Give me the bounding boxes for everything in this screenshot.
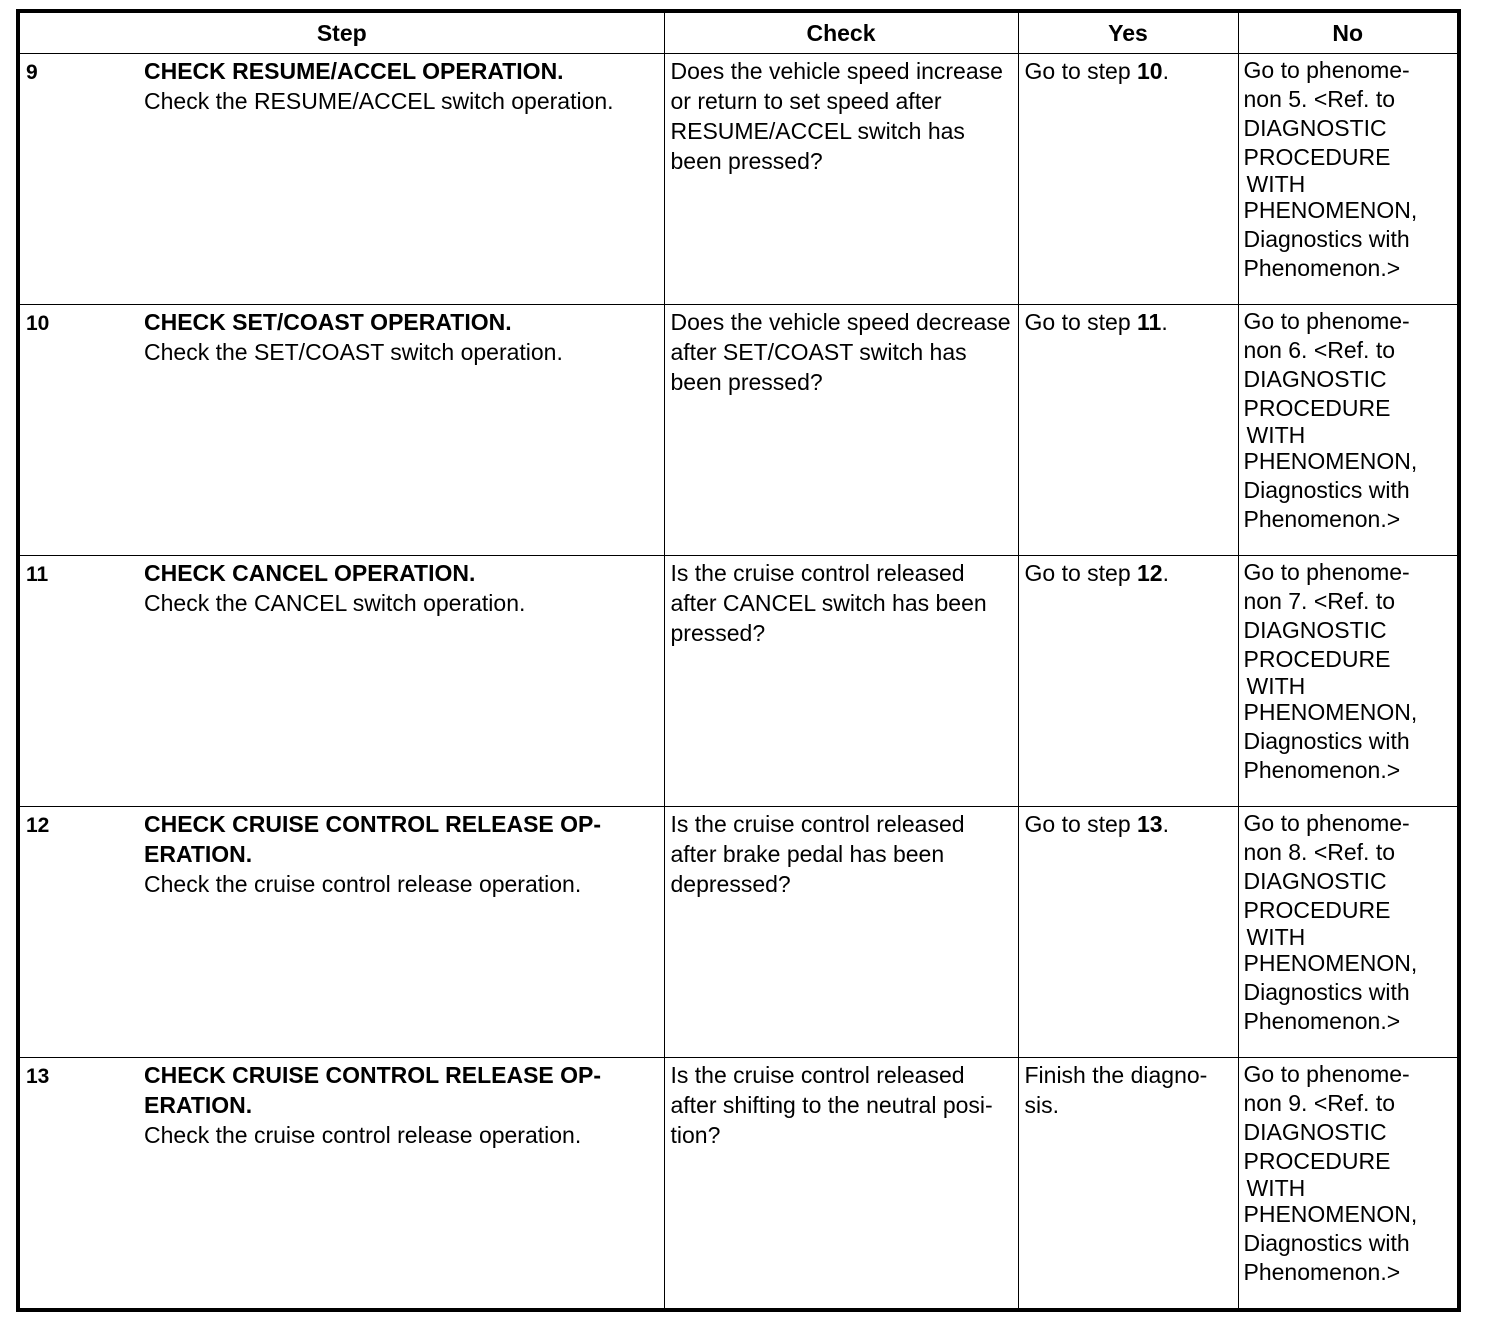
yes-suffix: . — [1161, 309, 1168, 335]
no-text-line: DIAGNOSTIC — [1243, 115, 1387, 141]
no-text-line: Diagnostics with — [1243, 1230, 1410, 1256]
yes-suffix: . — [1162, 58, 1169, 84]
no-text-line: PROCEDURE — [1243, 1148, 1391, 1174]
check-question: Is the cruise control released after brake pedal has been depressed? — [664, 807, 1018, 1058]
no-action — [1238, 305, 1459, 556]
step-cell — [136, 54, 664, 305]
no-text-line: WITH — [1246, 924, 1306, 950]
no-text-line: Diagnostics with — [1243, 979, 1410, 1005]
no-text-line: PHENOMENON, — [1243, 950, 1418, 976]
yes-action — [1018, 54, 1238, 305]
yes-text: Go to step — [1024, 58, 1138, 84]
table-row — [18, 1058, 1459, 1311]
step-number: 13 — [18, 1058, 136, 1311]
no-text-line: PROCEDURE — [1243, 395, 1391, 421]
table-row — [18, 556, 1459, 807]
no-text-line: WITH — [1246, 171, 1306, 197]
no-text-line: Phenomenon.> — [1243, 1259, 1401, 1285]
no-text-line: non 8. <Ref. to — [1243, 839, 1396, 865]
yes-step-number: 12 — [1137, 560, 1163, 586]
no-text-line: non 7. <Ref. to — [1243, 588, 1396, 614]
step-cell — [136, 556, 664, 807]
step-title: CHECK CRUISE CONTROL RELEASE OP- ERATION. — [144, 811, 602, 867]
no-text-line: PROCEDURE — [1243, 144, 1391, 170]
no-text-line: Phenomenon.> — [1243, 255, 1401, 281]
no-text-line: PHENOMENON, — [1243, 699, 1418, 725]
yes-action — [1018, 556, 1238, 807]
yes-action — [1018, 807, 1238, 1058]
header-step: Step — [18, 11, 664, 54]
no-text-line: Go to phenome- — [1243, 308, 1410, 334]
no-text-line: non 9. <Ref. to — [1243, 1090, 1396, 1116]
yes-action — [1018, 305, 1238, 556]
step-title: CHECK CRUISE CONTROL RELEASE OP- ERATION. — [144, 1062, 602, 1118]
yes-text: Go to step — [1024, 560, 1138, 586]
no-text-line: Diagnostics with — [1243, 226, 1410, 252]
step-description: Check the cruise control release operation. — [144, 1122, 582, 1148]
yes-text: Finish the diagno- sis. — [1024, 1062, 1208, 1118]
no-text-line: WITH — [1246, 422, 1306, 448]
no-text-line: non 5. <Ref. to — [1243, 86, 1396, 112]
header-yes: Yes — [1018, 11, 1238, 54]
no-text-line: WITH — [1246, 1175, 1306, 1201]
no-text-line: DIAGNOSTIC — [1243, 1119, 1387, 1145]
no-text-line: Diagnostics with — [1243, 477, 1410, 503]
no-text-line: PHENOMENON, — [1243, 197, 1418, 223]
check-question: Does the vehicle speed increase or return to set speed after RESUME/ACCEL switch has been pressed? — [664, 54, 1018, 305]
no-action — [1238, 556, 1459, 807]
no-text-line: DIAGNOSTIC — [1243, 617, 1387, 643]
yes-action — [1018, 1058, 1238, 1311]
yes-text: Go to step — [1024, 811, 1138, 837]
step-number: 9 — [18, 54, 136, 305]
no-text-line: Go to phenome- — [1243, 57, 1410, 83]
check-question: Does the vehicle speed decrease after SET/COAST switch has been pressed? — [664, 305, 1018, 556]
no-text-line: non 6. <Ref. to — [1243, 337, 1396, 363]
header-check: Check — [664, 11, 1018, 54]
step-title: CHECK SET/COAST OPERATION. — [144, 309, 512, 335]
step-cell — [136, 807, 664, 1058]
step-description: Check the cruise control release operation. — [144, 871, 582, 897]
no-action — [1238, 1058, 1459, 1311]
step-title: CHECK CANCEL OPERATION. — [144, 560, 476, 586]
step-number: 11 — [18, 556, 136, 807]
no-text-line: Go to phenome- — [1243, 1061, 1410, 1087]
no-action — [1238, 807, 1459, 1058]
yes-text: Go to step — [1024, 309, 1138, 335]
table-row — [18, 305, 1459, 556]
header-no: No — [1238, 11, 1459, 54]
no-text-line: DIAGNOSTIC — [1243, 366, 1387, 392]
step-title: CHECK RESUME/ACCEL OPERATION. — [144, 58, 564, 84]
no-text-line: Go to phenome- — [1243, 810, 1410, 836]
no-text-line: Phenomenon.> — [1243, 1008, 1401, 1034]
no-text-line: PHENOMENON, — [1243, 448, 1418, 474]
table-row — [18, 807, 1459, 1058]
step-description: Check the CANCEL switch operation. — [144, 590, 526, 616]
table-row — [18, 54, 1459, 305]
yes-suffix: . — [1162, 560, 1169, 586]
yes-step-number: 13 — [1137, 811, 1163, 837]
no-action — [1238, 54, 1459, 305]
no-text-line: DIAGNOSTIC — [1243, 868, 1387, 894]
no-text-line: Go to phenome- — [1243, 559, 1410, 585]
step-cell — [136, 1058, 664, 1311]
step-number: 10 — [18, 305, 136, 556]
diagnostic-table — [16, 9, 1461, 1312]
no-text-line: Diagnostics with — [1243, 728, 1410, 754]
step-cell — [136, 305, 664, 556]
no-text-line: Phenomenon.> — [1243, 506, 1401, 532]
no-text-line: WITH — [1246, 673, 1306, 699]
yes-suffix: . — [1162, 811, 1169, 837]
no-text-line: PROCEDURE — [1243, 646, 1391, 672]
step-number: 12 — [18, 807, 136, 1058]
step-description: Check the SET/COAST switch operation. — [144, 339, 563, 365]
no-text-line: PHENOMENON, — [1243, 1201, 1418, 1227]
yes-step-number: 11 — [1137, 309, 1162, 335]
yes-step-number: 10 — [1137, 58, 1163, 84]
check-question: Is the cruise control released after CANCEL switch has been pressed? — [664, 556, 1018, 807]
check-question: Is the cruise control released after shifting to the neutral posi- tion? — [664, 1058, 1018, 1311]
no-text-line: Phenomenon.> — [1243, 757, 1401, 783]
step-description: Check the RESUME/ACCEL switch operation. — [144, 88, 614, 114]
no-text-line: PROCEDURE — [1243, 897, 1391, 923]
table-header-row — [18, 11, 1459, 54]
